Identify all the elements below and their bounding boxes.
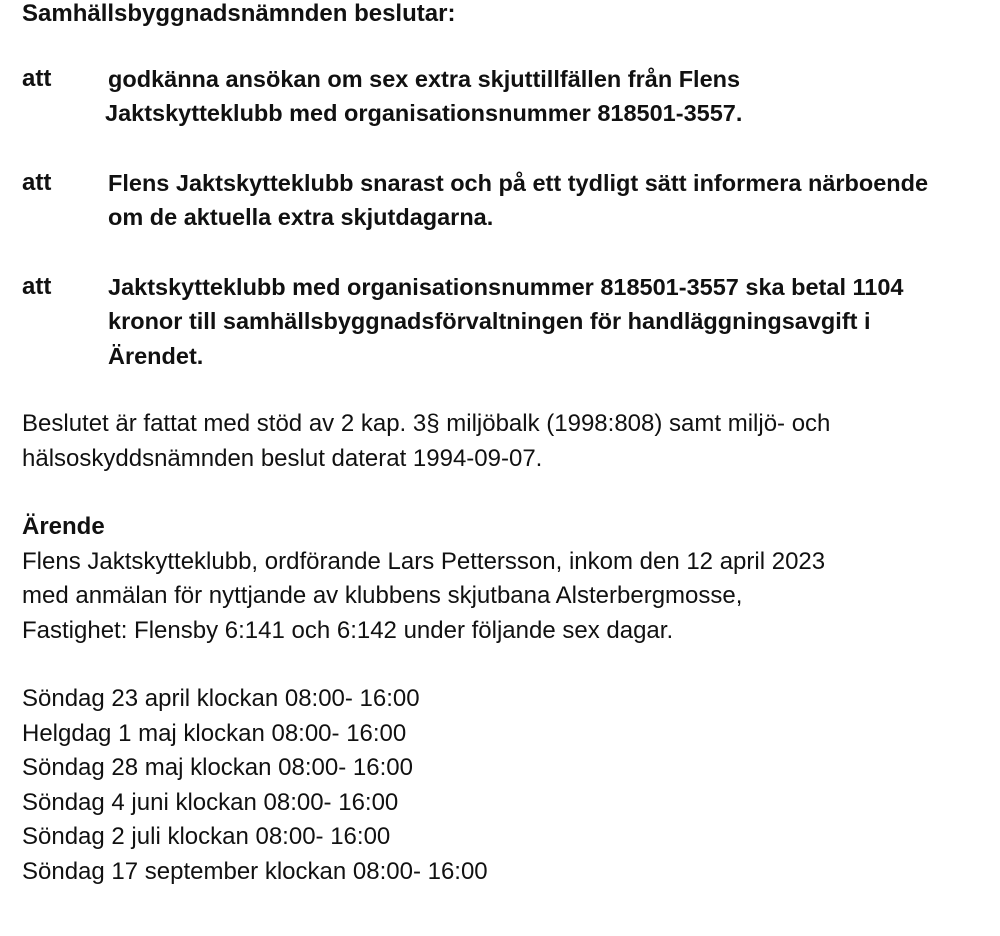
schedule-item: Helgdag 1 maj klockan 08:00- 16:00: [22, 719, 407, 747]
decision-line: Flens Jaktskytteklubb snarast och på ett tydligt sätt informera närboende: [108, 169, 929, 196]
decision-list: [22, 62, 982, 374]
decision-basis-paragraph: [22, 407, 982, 476]
decision-item-3: [22, 270, 982, 374]
schedule-item: Söndag 4 juni klockan 08:00- 16:00: [22, 788, 399, 816]
decision-line: Jaktskytteklubb med organisationsnummer 818501-3557.: [105, 100, 743, 126]
schedule-item: Söndag 23 april klockan 08:00- 16:00: [22, 685, 420, 712]
schedule-list: [22, 682, 982, 889]
decision-line: om de aktuella extra skjutdagarna.: [108, 204, 494, 230]
arende-paragraph: [22, 545, 982, 649]
basis-line: Beslutet är fattat med stöd av 2 kap. 3§ miljöbalk (1998:808) samt miljö- och: [22, 410, 831, 437]
arende-line: Flens Jaktskytteklubb, ordförande Lars Pettersson, inkom den 12 april 2023: [22, 547, 826, 575]
decision-line: godkänna ansökan om sex extra skjuttillfällen från Flens: [108, 65, 741, 92]
decision-line: kronor till samhällsbyggnadsförvaltningen för handläggningsavgift i: [108, 308, 871, 334]
schedule-item: Söndag 17 september klockan 08:00- 16:00: [22, 857, 488, 885]
decision-text: [108, 270, 982, 374]
decision-prefix: att: [22, 272, 52, 300]
decision-prefix: att: [22, 64, 52, 92]
decision-item-1: [22, 62, 982, 131]
schedule-item: Söndag 28 maj klockan 08:00- 16:00: [22, 754, 413, 781]
arende-line: med anmälan för nyttjande av klubbens skjutbana Alsterbergmosse,: [22, 582, 743, 609]
document-page: [22, 0, 982, 889]
basis-line: hälsoskyddsnämnden beslut daterat 1994-09-07.: [22, 444, 543, 472]
decision-item-2: [22, 166, 982, 235]
decision-text: [105, 62, 982, 131]
schedule-item: Söndag 2 juli klockan 08:00- 16:00: [22, 823, 391, 850]
decision-heading: Samhällsbyggnadsnämnden beslutar:: [22, 0, 456, 27]
decision-line: Ärendet.: [108, 342, 204, 369]
decision-line: Jaktskytteklubb med organisationsnummer 818501-3557 ska betal 1104: [108, 273, 904, 300]
arende-heading: Ärende: [22, 513, 105, 540]
decision-text: [108, 166, 982, 235]
arende-line: Fastighet: Flensby 6:141 och 6:142 under följande sex dagar.: [22, 616, 674, 644]
decision-prefix: att: [22, 168, 52, 196]
